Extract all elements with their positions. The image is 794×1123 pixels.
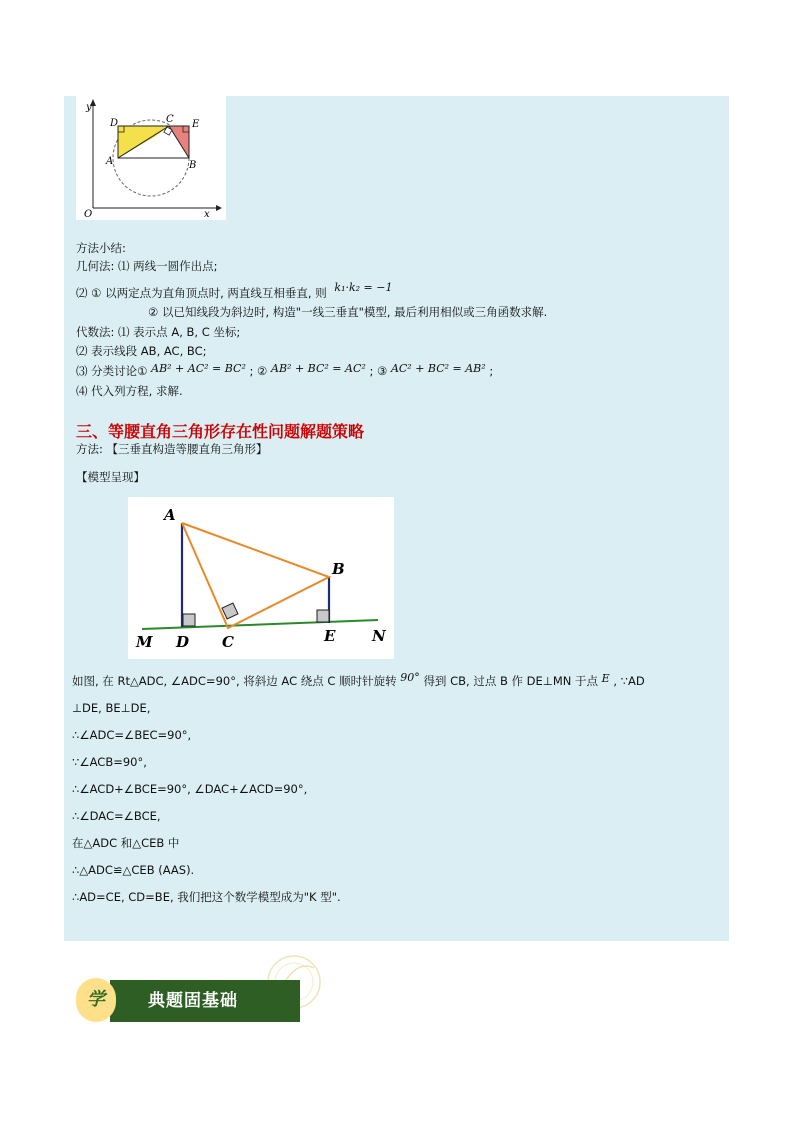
k-point-b-label: B bbox=[332, 560, 345, 578]
alg3-formula-1: AB² + AC² = BC² bbox=[151, 362, 246, 375]
proof-p1c: , ∵AD bbox=[613, 674, 645, 688]
summary-alg: 代数法: ⑴ 表示点 A, B, C 坐标; bbox=[76, 325, 241, 339]
point-a-label: A bbox=[106, 156, 114, 167]
proof-p1a: 如图, 在 Rt△ADC, ∠ADC=90°, 将斜边 AC 绕点 C 顺时针旋转 bbox=[72, 674, 397, 688]
proof-p8: ∴△ADC≌△CEB (AAS). bbox=[72, 863, 195, 877]
k-point-a-label: A bbox=[164, 506, 176, 524]
alg3-end: ; bbox=[489, 364, 494, 378]
x-axis-label: x bbox=[204, 209, 210, 220]
k-point-m-label: M bbox=[136, 633, 153, 651]
alg3-sep-2: ; ③ bbox=[369, 364, 388, 378]
summary-alg3 bbox=[76, 363, 493, 380]
alg3-prefix: ⑶ 分类讨论① bbox=[76, 364, 148, 378]
summary-line2b: ② 以已知线段为斜边时, 构造"一线三垂直"模型, 最后利用相似或三角函数求解. bbox=[148, 305, 548, 319]
proof-p6: ∴∠DAC=∠BCE, bbox=[72, 809, 161, 823]
proof-p1b: 得到 CB, 过点 B 作 DE⊥MN 于点 bbox=[423, 674, 598, 688]
summary-alg4: ⑷ 代入列方程, 求解. bbox=[76, 384, 183, 398]
formula-k: k₁·k₂ = −1 bbox=[334, 281, 393, 294]
origin-label: O bbox=[84, 209, 93, 220]
method-line: 方法: 【三垂直构造等腰直角三角形】 bbox=[76, 442, 268, 456]
section-banner: 典题固基础 bbox=[110, 980, 300, 1022]
proof-p1-degree: 90° bbox=[400, 671, 420, 684]
summary-line2a-text: ⑵ ① 以两定点为直角顶点时, 两直线互相垂直, 则 bbox=[76, 286, 327, 300]
proof-p7: 在△ADC 和△CEB 中 bbox=[72, 836, 180, 850]
alg3-sep-1: ; ② bbox=[249, 364, 268, 378]
alg3-formula-3: AC² + BC² = AB² bbox=[390, 362, 486, 375]
summary-line2a bbox=[76, 281, 393, 302]
k-model-figure bbox=[128, 497, 394, 659]
proof-p3: ∴∠ADC=∠BEC=90°, bbox=[72, 728, 192, 742]
summary-title: 方法小结: bbox=[76, 241, 126, 255]
proof-p4: ∵∠ACB=90°, bbox=[72, 755, 147, 769]
k-point-n-label: N bbox=[372, 627, 386, 645]
proof-p1-e: E bbox=[601, 672, 610, 685]
k-point-d-label: D bbox=[176, 633, 190, 651]
model-line: 【模型呈现】 bbox=[76, 470, 145, 484]
summary-geo: 几何法: ⑴ 两线一圆作出点; bbox=[76, 259, 218, 273]
k-point-c-label: C bbox=[222, 633, 234, 651]
point-d-label: D bbox=[110, 118, 119, 129]
point-b-label: B bbox=[189, 160, 197, 171]
section-heading: 三、等腰直角三角形存在性问题解题策略 bbox=[76, 422, 365, 441]
summary-alg2: ⑵ 表示线段 AB, AC, BC; bbox=[76, 344, 207, 358]
k-point-e-label: E bbox=[324, 627, 336, 645]
alg3-formula-2: AB² + BC² = AC² bbox=[271, 362, 366, 375]
proof-p1 bbox=[72, 673, 645, 690]
proof-p2: ⊥DE, BE⊥DE, bbox=[72, 701, 151, 715]
proof-p5: ∴∠ACD+∠BCE=90°, ∠DAC+∠ACD=90°, bbox=[72, 782, 308, 796]
point-c-label: C bbox=[166, 114, 174, 125]
point-e-label: E bbox=[192, 119, 200, 130]
coordinate-figure bbox=[76, 96, 226, 220]
proof-p9: ∴AD=CE, CD=BE, 我们把这个数学模型成为"K 型". bbox=[72, 890, 341, 904]
y-axis-label: y bbox=[86, 102, 92, 113]
study-badge: 学 bbox=[76, 978, 116, 1022]
